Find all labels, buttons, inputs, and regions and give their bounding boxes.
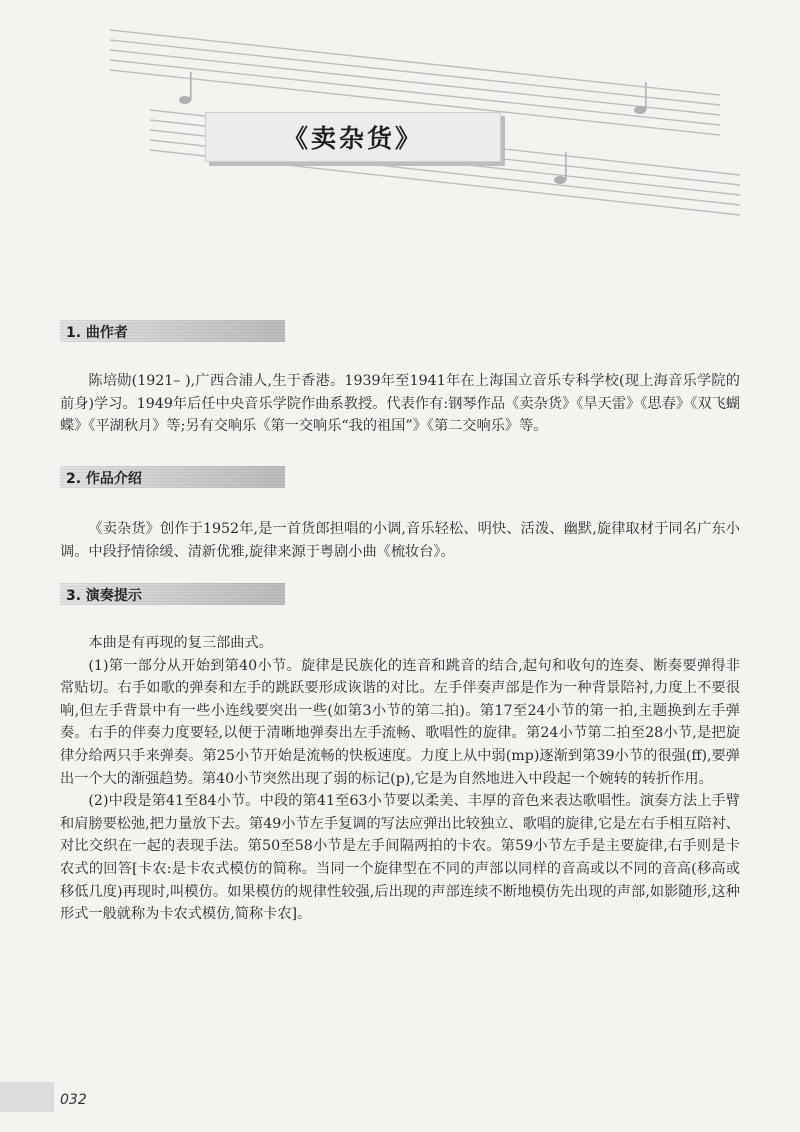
paragraph: (1)第一部分从开始到第40小节。旋律是民族化的连音和跳音的结合,起句和收句的连奏、断奏要弹得非常贴切。右手如歌的弹奏和左手的跳跃要形成诙谐的对比。左手伴奏声部是作为一种背景陪衬,力度上不要很响,但左手背景中有一些小连线要突出一些(如第3小节的第二拍)。第17至24小节的第一拍,主题换到左手弹奏。右手的伴奏力度要轻,以便于清晰地弹奏出左手流畅、歌唱性的旋律。第24小节第二拍至28小节,是把旋律分给两只手来弹奏。第25小节开始是流畅的快板速度。力度上从中弱(mp)逐渐到第39小节的很强(ff),要弹出一个大的渐强趋势。第40小节突然出现了弱的标记(p),它是为自然地进入中段起一个婉转的转折作用。 — [60, 657, 740, 787]
section-heading: 2. 作品介绍 — [66, 471, 142, 487]
page-edge-tab — [0, 1082, 54, 1112]
paragraph: 陈培勋(1921– ),广西合浦人,生于香港。1939年至1941年在上海国立音乐专科学校(现上海音乐学院的前身)学习。1949年后任中央音乐学院作曲系教授。代表作有:钢琴作品《卖杂货》《旱天雷》《思春》《双飞蝴蝶》《平湖秋月》等;另有交响乐《第一交响乐“我的祖国”》《第二交响乐》等。 — [60, 373, 740, 435]
section-heading-bar — [60, 466, 285, 488]
page-number: 032 — [60, 1092, 87, 1108]
section-heading-bar — [60, 320, 285, 342]
section-body — [60, 632, 740, 926]
paragraph: 《卖杂货》创作于1952年,是一首货郎担唱的小调,音乐轻松、明快、活泼、幽默,旋律取材于同名广东小调。中段抒情徐缓、清新优雅,旋律来源于粤剧小曲《梳妆台》。 — [60, 521, 740, 560]
paragraph: 本曲是有再现的复三部曲式。 — [88, 635, 273, 651]
section-heading: 3. 演奏提示 — [66, 588, 142, 604]
page-title: 《卖杂货》 — [282, 124, 423, 153]
section-body — [60, 370, 740, 438]
section-body — [60, 518, 740, 563]
title-banner — [205, 112, 501, 162]
paragraph: (2)中段是第41至84小节。中段的第41至63小节要以柔美、丰厚的音色来表达歌唱性。演奏方法上手臂和肩膀要松弛,把力量放下去。第49小节左手复调的写法应弹出比较独立、歌唱的旋律,它是左右手相互陪衬、对比交织在一起的表现手法。第50至58小节是左手间隔两拍的卡农。第59小节左手是主要旋律,右手则是卡农式的回答[卡农:是卡农式模仿的简称。当同一个旋律型在不同的声部以同样的音高或以不同的音高(移高或移低几度)再现时,叫模仿。如果模仿的规律性较强,后出现的声部连续不断地模仿先出现的声部,如影随形,这种形式一般就称为卡农式模仿,简称卡农]。 — [60, 793, 740, 923]
section-heading: 1. 曲作者 — [66, 325, 128, 341]
section-heading-bar — [60, 583, 285, 605]
